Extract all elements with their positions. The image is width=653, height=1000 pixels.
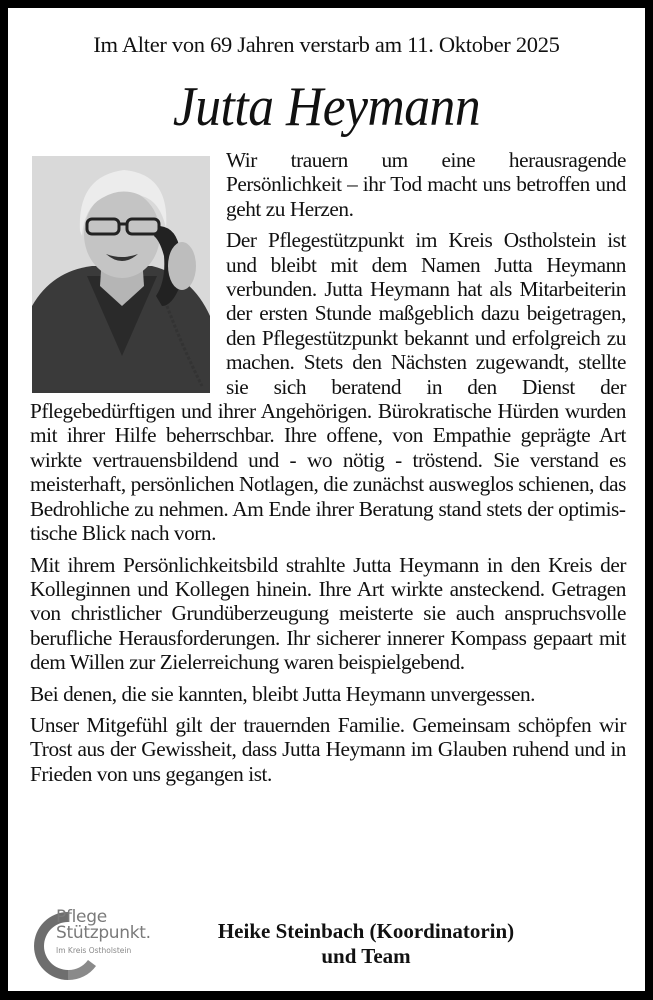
intro-line: Im Alter von 69 Jahren verstarb am 11. Oktober 2025 xyxy=(93,32,560,57)
logo-text-pflege: Pflege xyxy=(56,907,107,927)
photo-spacer xyxy=(30,148,226,398)
paragraph-1: Wir trauern um eine herausragende Persönlichkeit – ihr Tod macht uns betroffen und geht zu Herzen. xyxy=(226,148,626,221)
obituary-text xyxy=(30,148,626,793)
paragraph-4: Bei denen, die sie kannten, bleibt Jutta Heymann unvergessen. xyxy=(30,681,536,706)
signature-line-1: Heike Steinbach (Koordinatorin) xyxy=(217,919,515,943)
signature xyxy=(186,919,546,969)
signature-line-2: und Team xyxy=(321,944,411,968)
logo-text-region: Im Kreis Ostholstein xyxy=(56,946,132,955)
deceased-name: Jutta Heymann xyxy=(172,76,481,138)
pflegestuetzpunkt-logo xyxy=(30,906,180,986)
paragraph-5: Unser Mitgefühl gilt der trauernden Familie. Gemeinsam schöpfen wir Trost aus der Gewissheit, dass Jutta Heymann im Glauben ruhend und in Frieden von uns gegangen ist. xyxy=(30,712,626,786)
paragraph-3: Mit ihrem Persönlichkeitsbild strahlte Jutta Heymann in den Kreis der Kolleginnen und Kollegen hinein. Ihre Art wirkte ansteckend. Getragen von christlicher Grundüberzeugung meisterte sie auch anspruchsvolle berufliche Herausforderungen. Ihr sicherer innerer Kompass gepaart mit dem Willen zur Zielerreichung waren beispielgebend. xyxy=(30,552,626,675)
paragraph-2: Der Pflegestützpunkt im Kreis Ostholstein ist und bleibt mit dem Namen Jutta Heymann verbunden. Jutta Heymann hat als Mitarbeiterin der ersten Stunde maßgeblich dazu beigetragen, den Pflegestützpunkt bekannt und erfolgreich zu machen. Stets den Nächsten zugewandt, stellte sie sich beratend in den Dienst der Pflegebedürftigen und ihrer Angehörigen. Bürokratische Hürden wurden mit ihrer Hilfe beherrschbar. Ihre offene, von Empathie geprägte Art wirkte vertrauensbildend und - wo nötig - tröstend. Sie verstand es meisterhaft, persönlichen Notlagen, die zunächst ausweglos schienen, das Bedrohliche zu nehmen. Am Ende ihrer Beratung stand stets der optimistische Blick nach vorn. xyxy=(30,228,626,546)
obituary-notice xyxy=(8,8,645,991)
logo-text-stuetzpunkt: Stützpunkt. xyxy=(56,923,151,943)
